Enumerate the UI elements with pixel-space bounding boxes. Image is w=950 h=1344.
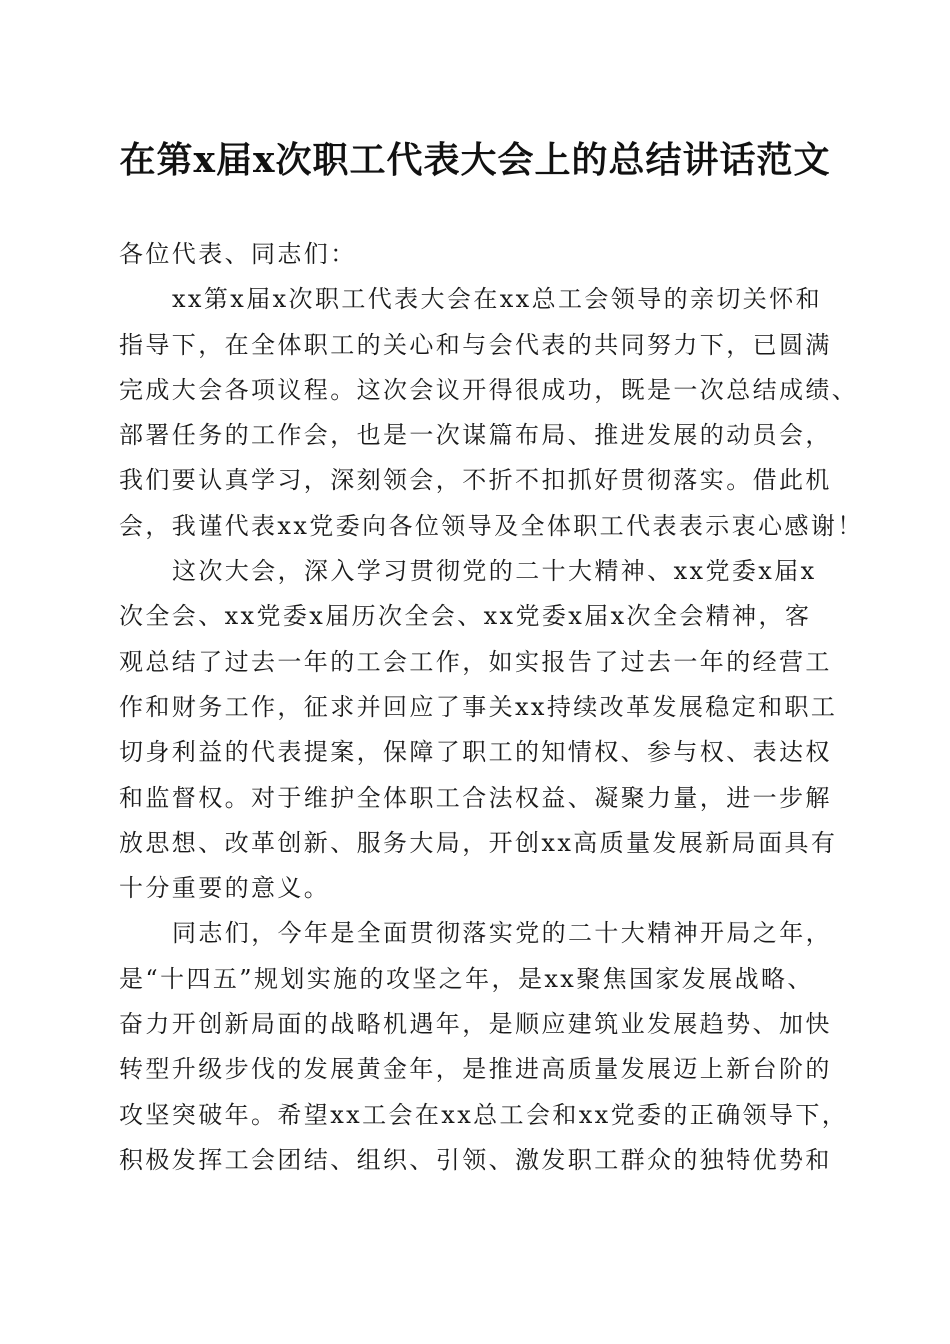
text-line: 转型升级步伐的发展黄金年，是推进高质量发展迈上新台阶的 (119, 1055, 832, 1084)
text-line: 观总结了过去一年的工会工作，如实报告了过去一年的经营工 (119, 647, 832, 676)
text-line: 指导下，在全体职工的关心和与会代表的共同努力下，已圆满 (119, 330, 832, 359)
document-title: 在第x届x次职工代表大会上的总结讲话范文 (119, 139, 831, 181)
text-line: xx第x届x次职工代表大会在xx总工会领导的亲切关怀和 (172, 285, 823, 314)
text-line: 我们要认真学习，深刻领会，不折不扣抓好贯彻落实。借此机 (119, 466, 832, 495)
text-line: 完成大会各项议程。这次会议开得很成功，既是一次总结成绩、 (119, 375, 859, 404)
text-line: 和监督权。对于维护全体职工合法权益、凝聚力量，进一步解 (119, 783, 832, 812)
text-line: 会，我谨代表xx党委向各位领导及全体职工代表表示衷心感谢！ (119, 511, 864, 540)
text-line: 部署任务的工作会，也是一次谋篇布局、推进发展的动员会， (119, 421, 832, 450)
text-line: 作和财务工作，征求并回应了事关xx持续改革发展稳定和职工 (119, 692, 838, 721)
text-line: 是“十四五”规划实施的攻坚之年，是xx聚焦国家发展战略、 (119, 964, 814, 993)
text-line: 切身利益的代表提案，保障了职工的知情权、参与权、表达权 (119, 738, 832, 767)
text-line: 奋力开创新局面的战略机遇年，是顺应建筑业发展趋势、加快 (119, 1010, 832, 1039)
text-line: 次全会、xx党委x届历次全会、xx党委x届x次全会精神，客 (119, 602, 812, 631)
text-line: 各位代表、同志们： (119, 240, 357, 268)
text-line: 这次大会，深入学习贯彻党的二十大精神、xx党委x届x (172, 557, 817, 586)
text-line: 十分重要的意义。 (119, 874, 331, 903)
text-line: 积极发挥工会团结、组织、引领、激发职工群众的独特优势和 (119, 1145, 832, 1174)
text-line: 攻坚突破年。希望xx工会在xx总工会和xx党委的正确领导下， (119, 1100, 849, 1129)
text-line: 放思想、改革创新、服务大局，开创xx高质量发展新局面具有 (119, 828, 838, 857)
document-body (119, 232, 864, 1183)
text-line: 同志们，今年是全面贯彻落实党的二十大精神开局之年， (172, 919, 832, 948)
